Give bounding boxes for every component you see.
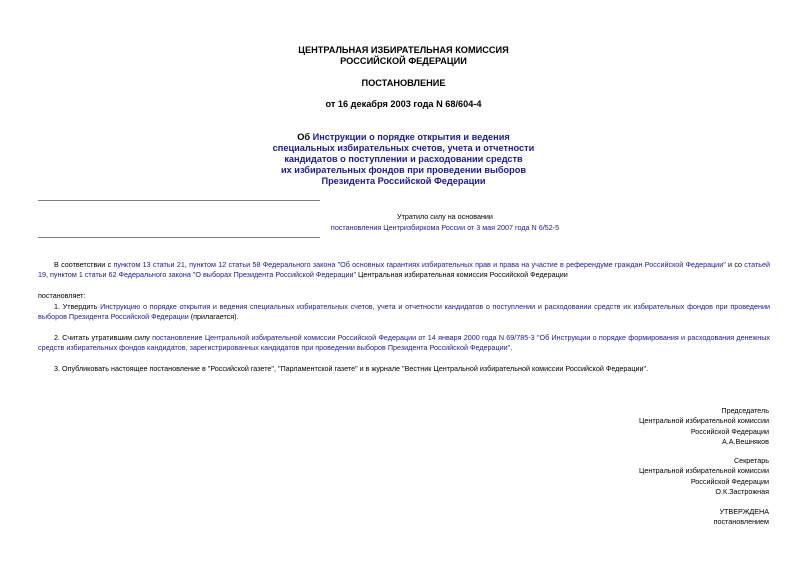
instruction-link[interactable]: Инструкцию о порядке открытия и ведения специальных избирательных счетов, учета и отчетности кандидатов о поступлении и расходовании средств их избирательных фондов при проведении выборов Президента Российской Федерации — [38, 302, 770, 321]
chair-name: А.А.Вешняков — [721, 437, 769, 447]
secretary-signature — [549, 456, 769, 498]
item-3-paragraph: 3. Опубликовать настоящее постановление в "Российской газете", "Парламентской газете" и в журнале "Вестник Центральной избирательной комиссии Российской Федерации". — [54, 364, 649, 373]
divider-top — [38, 200, 320, 201]
law-link-article-62[interactable]: пунктом 1 статьи 62 Федерального закона "О выборах Президента Российской Федерации" — [50, 270, 357, 279]
secretary-name: О.К.Застрожная — [715, 487, 769, 497]
item-2-paragraph: 2. Считать утратившим силу постановление Центральной избирательной комиссии Российской Федерации от 14 января 2000 года N 69/785-3 "Об Инструкции о порядке формирования и расходования денежных средств избирательных фондов кандидатов, зарегистрированных кандидатов при проведении выборов Президента Российской Федерации". — [38, 333, 770, 352]
law-link-article-21[interactable]: пунктом 13 статьи 21 — [113, 260, 185, 269]
title-prefix: Об — [297, 132, 313, 142]
issuing-authority — [0, 45, 807, 67]
secretary-title: Секретарь — [733, 456, 769, 465]
chair-org-1: Центральной избирательной комиссии — [639, 416, 769, 426]
title-line-5[interactable]: Президента Российской Федерации — [321, 176, 486, 186]
document-type: ПОСТАНОВЛЕНИЕ — [361, 78, 446, 88]
approved-by: постановлением — [713, 517, 769, 527]
secretary-org-1: Центральной избирательной комиссии — [639, 466, 769, 476]
lost-force-text: Утратило силу на основании — [397, 212, 493, 221]
secretary-org-2: Российской Федерации — [690, 476, 769, 486]
title-instruction-link[interactable]: Инструкции о порядке открытия и ведения — [312, 132, 510, 142]
authority-line-1: ЦЕНТРАЛЬНАЯ ИЗБИРАТЕЛЬНАЯ КОМИССИЯ — [298, 45, 509, 55]
approval-note — [549, 507, 769, 528]
law-link-article-58[interactable]: пунктом 12 статьи 58 Федерального закона "Об основных гарантиях избирательных прав и права на участие в референдуме граждан Российской Федерации" — [189, 260, 726, 269]
approved-label: УТВЕРЖДЕНА — [719, 507, 769, 516]
chair-title: Председатель — [721, 406, 769, 415]
divider-bottom — [38, 237, 320, 238]
authority-line-2: РОССИЙСКОЙ ФЕДЕРАЦИИ — [340, 56, 467, 66]
title-line-2[interactable]: специальных избирательных счетов, учета и отчетности — [272, 143, 535, 153]
resolves-heading: постановляет: — [38, 291, 86, 300]
chair-org-2: Российской Федерации — [690, 426, 769, 436]
title-line-4[interactable]: их избирательных фондов при проведении выборов — [281, 165, 526, 175]
chairman-signature — [549, 406, 769, 448]
preamble-paragraph: В соответствии с пунктом 13 статьи 21, пунктом 12 статьи 58 Федерального закона "Об основных гарантиях избирательных прав и права на участие в референдуме граждан Российской Федерации" и со статьей 19, пунктом 1 статьи 62 Федерального закона "О выборах Президента Российской Федерации" Центральная избирательная комиссия Российской Федерации — [38, 260, 770, 279]
item-1-paragraph: 1. Утвердить Инструкцию о порядке открытия и ведения специальных избирательных счетов, учета и отчетности кандидатов о поступлении и расходовании средств их избирательных фондов при проведении выборов Президента Российской Федерации (прилагается). — [38, 302, 770, 321]
document-date: от 16 декабря 2003 года N 68/604-4 — [325, 99, 482, 109]
law-link-article-19[interactable]: статьей 19 — [38, 260, 770, 279]
lost-force-note — [200, 211, 690, 233]
document-title — [0, 132, 807, 187]
title-line-3[interactable]: кандидатов о поступлении и расходовании средств — [284, 154, 523, 164]
lost-force-link[interactable]: постановления Центризбиркома России от 3 мая 2007 года N 6/52-5 — [330, 223, 560, 232]
revoked-resolution-link[interactable]: постановление Центральной избирательной комиссии Российской Федерации от 14 января 2000 года N 69/785-3 "Об Инструкции о порядке формирования и расходования денежных средств избирательных фондов кандидатов, зарегистрированных кандидатов при проведении выборов Президента Российской Федерации" — [38, 333, 770, 352]
